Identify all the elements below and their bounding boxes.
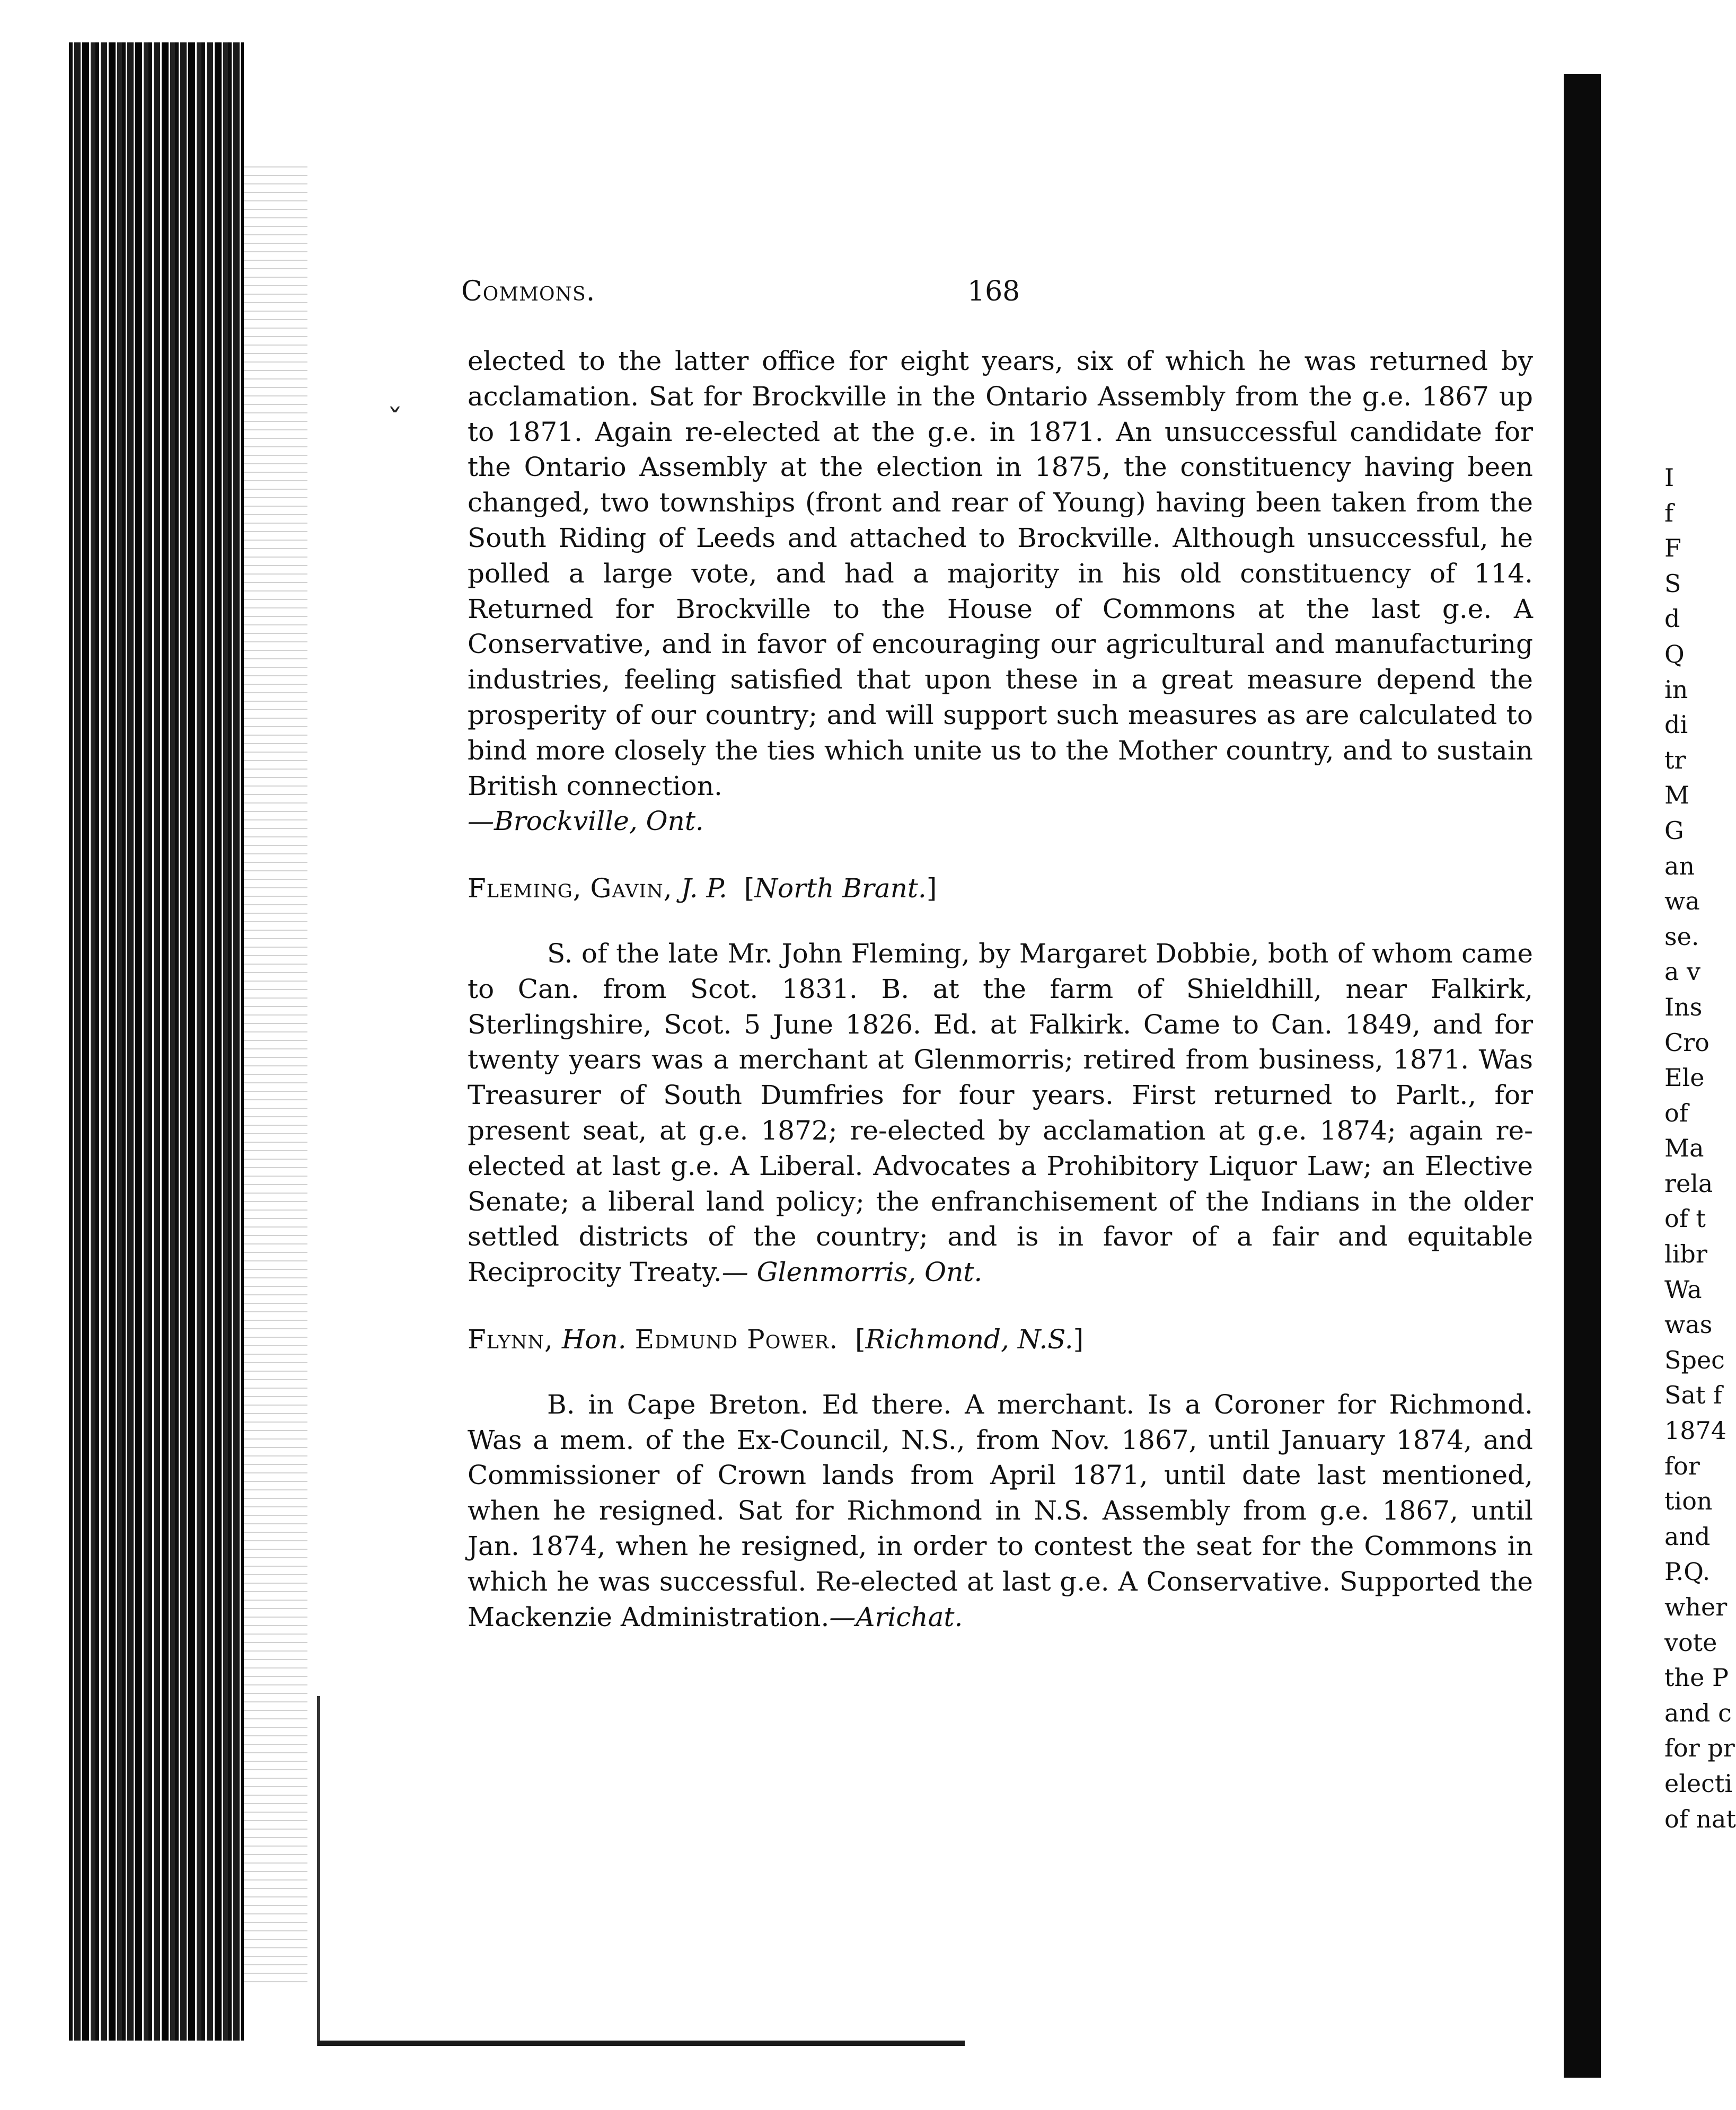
facing-page-fragment: tr [1664,745,1686,774]
entry-surname: Flynn, [468,1323,553,1355]
facing-page-fragment: Q [1664,639,1685,668]
facing-page-fragment: d [1664,604,1680,633]
entry-honorific: Hon. [561,1323,627,1355]
margin-mark: ˇ [387,403,403,440]
bracket-open: [ [854,1323,866,1355]
facing-page-fragment: wher [1664,1593,1728,1621]
continued-entry-residence: —Brockville, Ont. [468,806,704,837]
facing-page-fragment: libr [1664,1240,1707,1269]
facing-page-fragment: G [1664,816,1684,845]
facing-page-fragment: of t [1664,1204,1706,1233]
facing-page-fragment: Sat f [1664,1381,1723,1410]
entry-heading-fleming [468,871,1533,906]
entry-residence: —Arichat. [829,1601,963,1632]
binding-edge [69,42,244,2041]
facing-page-fragment: wa [1664,887,1700,916]
facing-page-fragment: Ma [1664,1134,1704,1163]
facing-page-fragment: Spec [1664,1345,1725,1374]
facing-page-fragment: of [1664,1098,1688,1127]
facing-page-fragment: an [1664,851,1695,880]
entry-riding: Richmond, N.S. [865,1323,1073,1355]
entry-given-name: Edmund Power. [635,1323,839,1355]
bracket-open: [ [744,873,755,904]
entry-body-text: S. of the late Mr. John Fleming, by Margaret Dobbie, both of whom came to Can. from Scot. 1831. B. at the farm of Shieldhill, near Falkirk, Sterlingshire, Scot. 5 June 1826. Ed. at Falkirk. Came to Can. 1849, and for twenty years was a merchant at Glenmorris; retired from business, 1871. Was Treasurer of South Dumfries for four years. First returned to Parlt., for present seat, at g.e. 1872; re-elected by acclamation at g.e. 1874; again re-elected at last g.e. A Liberal. Advocates a Prohibitory Liquor Law; an Elective Senate; a liberal land policy; the enfranchisement of the Indians in the older settled districts of the country; and is in favor of a fair and equitable Reciprocity Treaty. [468,938,1533,1288]
facing-page-fragment: M [1664,781,1690,810]
spacer [468,1357,1533,1387]
facing-page-fragment: Ins [1664,992,1703,1021]
facing-page-fragment: F [1664,534,1681,563]
facing-page-fragment: Wa [1664,1275,1702,1304]
facing-page-fragment: of nat [1664,1804,1736,1833]
page-bottom-edge [318,2041,965,2046]
binding-shadow [244,159,307,1988]
continued-entry-body: elected to the latter office for eight years, six of which he was returned by acclamation. Sat for Brockville in the Ontario Assembly from the g.e. 1867 up to 1871. Again re-elected at the g.e. in 1871. An unsuccessful candidate for the Ontario Assembly at the election in 1875, the constituency having been changed, two townships (front and rear of Young) having been taken from the South Riding of Leeds and attached to Brockville. Although unsuccessful, he polled a large vote, and had a majority in his old constituency of 114. Returned for Brockville to the House of Commons at the last g.e. A Conservative, and in favor of encouraging our agricultural and manufacturing industries, feeling satisfied that upon these in a great measure depend the prosperity of our country; and will support such measures as are calculated to bind more closely the ties which unite us to the Mother country, and to sustain British connection. [468,346,1533,801]
running-title: Commons. [461,276,596,307]
facing-page-fragment: tion [1664,1487,1713,1516]
facing-page-fragment: for [1664,1451,1700,1480]
entry-body-flynn [468,1387,1533,1635]
page-edge-line [317,1696,320,2046]
facing-page-fragment: in [1664,675,1688,704]
entry-given-name: Gavin, [590,873,673,904]
facing-page-text [1664,460,1736,1837]
text-column [468,343,1533,1635]
facing-page-fragment: and c [1664,1698,1732,1727]
facing-page-fragment: a v [1664,957,1701,986]
spacer [468,906,1533,936]
facing-page-fragment: the P [1664,1663,1729,1692]
facing-page-fragment: vote [1664,1628,1717,1657]
facing-page-fragment: di [1664,710,1688,739]
bracket-close: ] [1073,1323,1084,1355]
facing-page-fragment: Cro [1664,1028,1709,1057]
entry-title: J. P. [681,873,727,904]
spacer [468,839,1533,871]
facing-page-fragment: rela [1664,1169,1713,1198]
facing-page-fragment: se. [1664,922,1699,951]
facing-page-shadow [1564,74,1601,2078]
entry-body-text: B. in Cape Breton. Ed there. A merchant. Is a Coroner for Richmond. Was a mem. of the Ex-Council, N.S., from Nov. 1867, until January 1874, and Commissioner of Crown lands from April 1871, until date last mentioned, when he resigned. Sat for Richmond in N.S. Assembly from g.e. 1867, until Jan. 1874, when he resigned, in order to contest the seat for the Commons in which he was successful. Re-elected at last g.e. A Conservative. Supported the Mackenzie Administration. [468,1389,1533,1632]
entry-riding: North Brant. [754,873,927,904]
bracket-close: ] [926,873,937,904]
spacer [468,1290,1533,1322]
facing-page-fragment: I [1664,463,1675,492]
entry-heading-flynn [468,1322,1533,1357]
facing-page-fragment: P.Q. [1664,1557,1711,1586]
facing-page-fragment: 1874 [1664,1416,1727,1445]
page-number: 168 [967,276,1020,307]
facing-page-fragment: for pr [1664,1734,1735,1763]
running-header [461,276,1548,313]
facing-page-fragment: f [1664,498,1674,527]
entry-surname: Fleming, [468,873,582,904]
facing-page-fragment: electi [1664,1769,1733,1798]
entry-residence: — Glenmorris, Ont. [721,1257,983,1288]
facing-page-fragment: and [1664,1522,1711,1551]
facing-page-fragment: S [1664,569,1681,598]
facing-page-fragment: Ele [1664,1063,1705,1092]
entry-body-fleming [468,936,1533,1290]
facing-page-fragment: was [1664,1310,1713,1339]
continued-entry-text [468,343,1533,839]
